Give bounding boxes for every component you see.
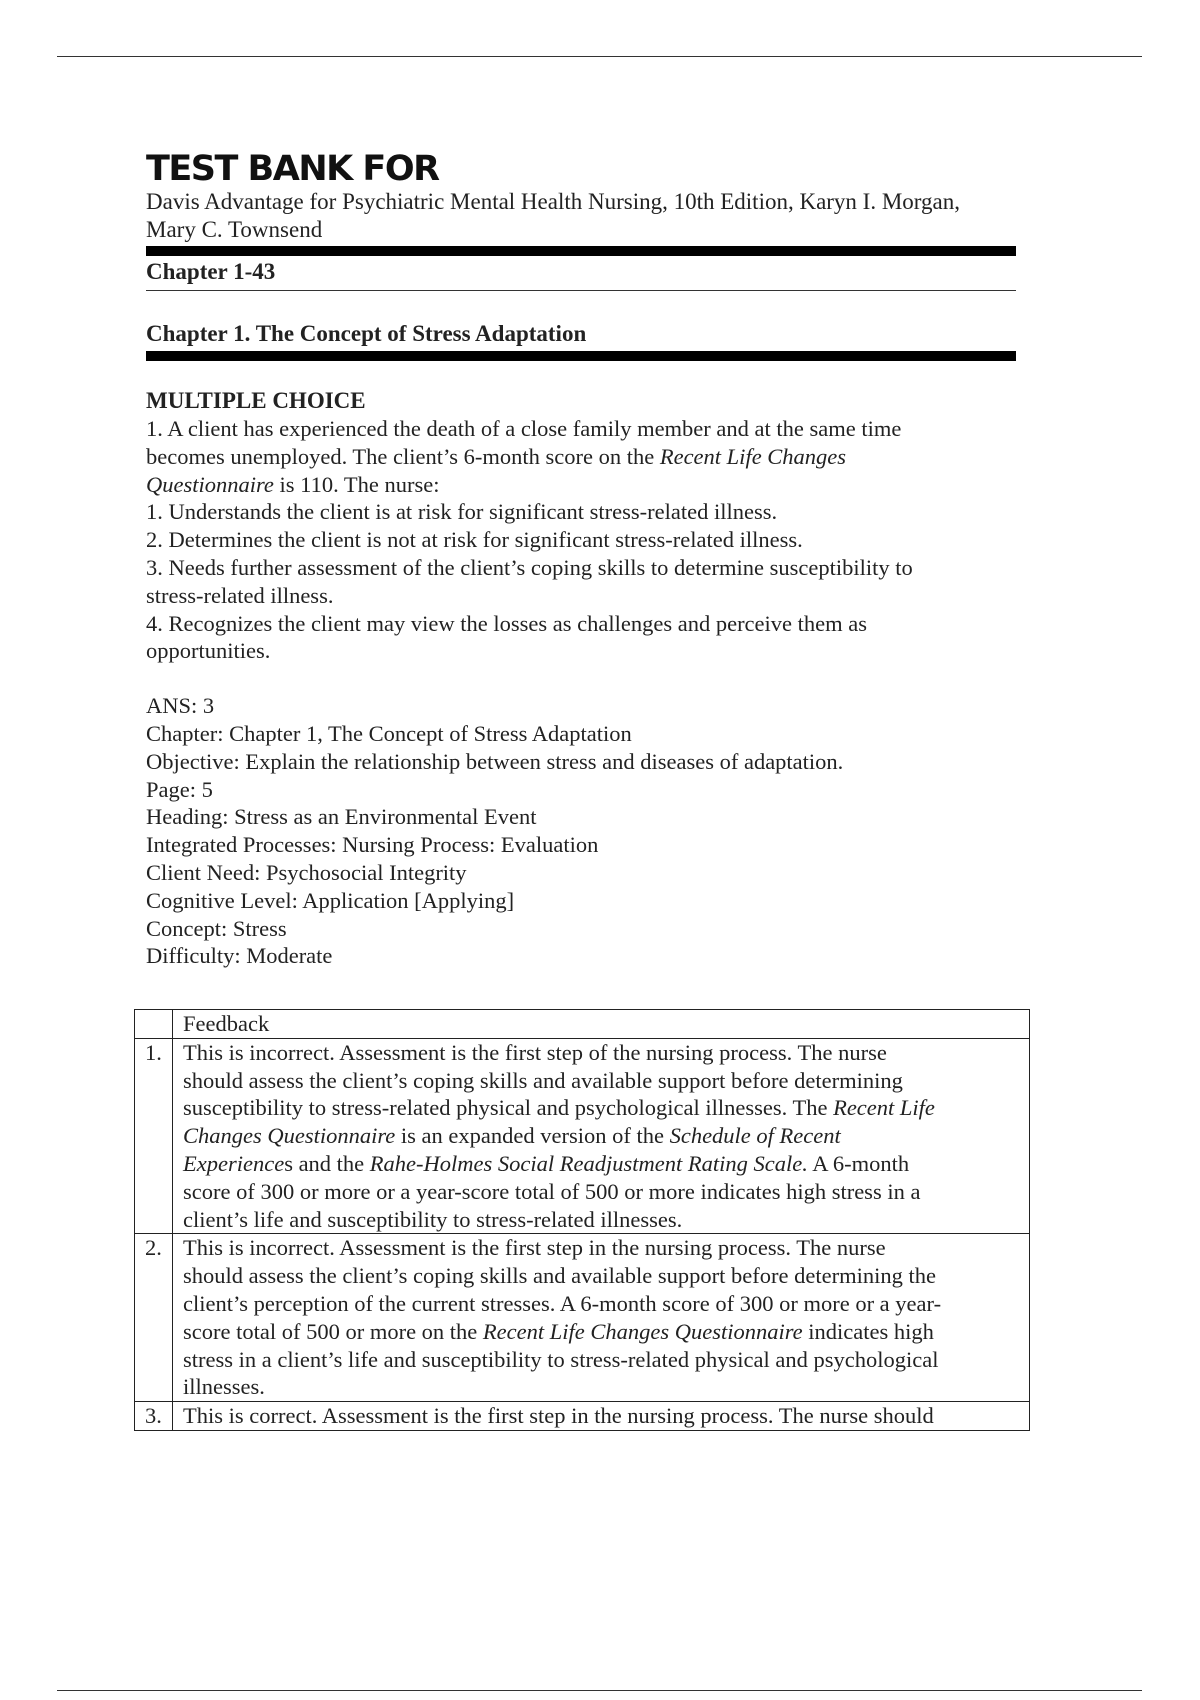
question-stem-text: is 110. The nurse:	[273, 471, 440, 497]
section-heading: MULTIPLE CHOICE	[146, 388, 366, 413]
questionnaire-title: Recent Life Changes	[659, 443, 847, 469]
meta-concept: Concept: Stress	[146, 915, 287, 941]
feedback-line: should assess the client’s coping skills and available support before determining the	[183, 1263, 936, 1289]
feedback-line	[183, 1094, 1023, 1122]
feedback-text-span: s and the	[284, 1150, 370, 1176]
italic-title: Rahe-Holmes Social Readjustment Rating Scale.	[369, 1150, 808, 1176]
feedback-line: This is incorrect. Assessment is the first step of the nursing process. The nurse	[183, 1039, 887, 1065]
page-bottom-rule	[57, 1690, 1142, 1691]
meta-objective: Objective: Explain the relationship between stress and diseases of adaptation.	[146, 748, 844, 774]
meta-client-need: Client Need: Psychosocial Integrity	[146, 859, 467, 885]
feedback-text	[173, 1038, 1030, 1234]
row-number: 1.	[135, 1038, 173, 1234]
row-number: 3.	[135, 1402, 173, 1431]
table-header-row	[135, 1010, 1030, 1039]
feedback-text-span: susceptibility to stress-related physical and psychological illnesses. The	[183, 1095, 834, 1121]
option-2: 2. Determines the client is not at risk for significant stress-related illness.	[146, 527, 803, 553]
option-4-continued: opportunities.	[146, 638, 271, 664]
page-top-rule	[57, 56, 1142, 57]
book-subtitle-line-2: Mary C. Townsend	[146, 217, 323, 242]
meta-chapter: Chapter: Chapter 1, The Concept of Stress Adaptation	[146, 720, 632, 746]
meta-integrated-processes: Integrated Processes: Nursing Process: Evaluation	[146, 832, 599, 858]
table-row	[135, 1038, 1030, 1234]
meta-heading: Heading: Stress as an Environmental Event	[146, 804, 537, 830]
feedback-line: stress in a client’s life and susceptibility to stress-related physical and psychological	[183, 1346, 939, 1372]
feedback-text-span: is an expanded version of the	[395, 1123, 670, 1149]
feedback-text-span: indicates high	[802, 1318, 934, 1344]
feedback-header: Feedback	[173, 1010, 1030, 1039]
answer-metadata	[146, 692, 1016, 970]
feedback-text-span: score total of 500 or more on the	[183, 1318, 483, 1344]
italic-title: Schedule of Recent	[669, 1123, 841, 1149]
feedback-line: This is correct. Assessment is the first step in the nursing process. The nurse should	[183, 1403, 934, 1429]
italic-title: Recent Life	[833, 1095, 935, 1121]
option-3-continued: stress-related illness.	[146, 582, 334, 608]
book-subtitle-line-1: Davis Advantage for Psychiatric Mental Health Nursing, 10th Edition, Karyn I. Morgan,	[146, 189, 960, 214]
table-row	[135, 1402, 1030, 1431]
feedback-line: score of 300 or more or a year-score total of 500 or more indicates high stress in a	[183, 1178, 921, 1204]
feedback-line: illnesses.	[183, 1374, 265, 1400]
table-row	[135, 1234, 1030, 1402]
feedback-text-span: A 6-month	[807, 1150, 910, 1176]
option-4: 4. Recognizes the client may view the losses as challenges and perceive them as	[146, 610, 867, 636]
feedback-table	[134, 1009, 1030, 1431]
question-stem-text: becomes unemployed. The client’s 6-month score on the	[146, 443, 660, 469]
italic-title: Changes Questionnaire	[183, 1123, 396, 1149]
feedback-line	[183, 1150, 1023, 1178]
italic-title: Recent Life Changes Questionnaire	[482, 1318, 803, 1344]
document-body	[146, 150, 1016, 970]
questionnaire-title: Questionnaire	[146, 471, 274, 497]
question-block	[146, 415, 1016, 665]
meta-difficulty: Difficulty: Moderate	[146, 943, 333, 969]
option-1: 1. Understands the client is at risk for significant stress-related illness.	[146, 499, 778, 525]
feedback-line: client’s life and susceptibility to stress-related illnesses.	[183, 1206, 683, 1232]
feedback-line: client’s perception of the current stresses. A 6-month score of 300 or more or a year-	[183, 1290, 942, 1316]
thick-divider-2	[146, 351, 1016, 361]
feedback-line	[183, 1318, 1023, 1346]
chapter-title: Chapter 1. The Concept of Stress Adaptation	[146, 321, 587, 346]
meta-cognitive-level: Cognitive Level: Application [Applying]	[146, 887, 515, 913]
feedback-line: should assess the client’s coping skills and available support before determining	[183, 1067, 903, 1093]
feedback-line	[183, 1122, 1023, 1150]
chapter-range: Chapter 1-43	[146, 256, 1016, 291]
option-3: 3. Needs further assessment of the client’s coping skills to determine susceptibility to	[146, 554, 913, 580]
feedback-text	[173, 1402, 1030, 1431]
question-stem-line-1: 1. A client has experienced the death of a close family member and at the same time	[146, 416, 902, 441]
table-cell	[135, 1010, 173, 1039]
meta-page: Page: 5	[146, 776, 213, 802]
thick-divider	[146, 246, 1016, 256]
row-number: 2.	[135, 1234, 173, 1402]
question-stem-line-3	[146, 471, 1016, 499]
question-stem-line-2	[146, 443, 1016, 471]
feedback-text	[173, 1234, 1030, 1402]
document-title: TEST BANK FOR	[146, 149, 439, 189]
italic-title: Experience	[183, 1150, 285, 1176]
feedback-line: This is incorrect. Assessment is the first step in the nursing process. The nurse	[183, 1235, 886, 1261]
answer: ANS: 3	[146, 693, 215, 719]
